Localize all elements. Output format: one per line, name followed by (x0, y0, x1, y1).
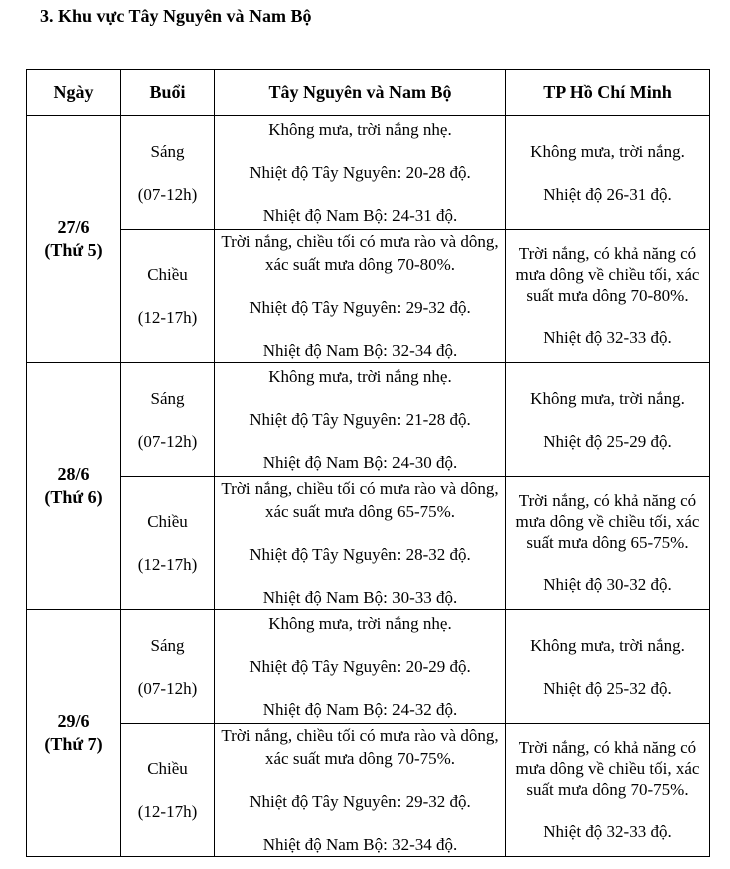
forecast-text: Nhiệt độ Nam Bộ: 30-33 độ. (262, 588, 458, 607)
session-label: Chiều (147, 512, 188, 531)
session-hours: (07-12h) (137, 678, 198, 698)
session-label: Chiều (147, 265, 188, 284)
forecast-text: Nhiệt độ 25-29 độ. (543, 431, 672, 451)
table-row (27, 724, 710, 857)
day-weekday: (Thứ 5) (44, 240, 103, 260)
forecast-text: Trời nắng, chiều tối có mưa rào và dông, xác suất mưa dông 70-75%. (221, 726, 499, 768)
forecast-text: Không mưa, trời nắng. (530, 635, 685, 655)
column-header-city: TP Hồ Chí Minh (506, 70, 710, 116)
forecast-text: Nhiệt độ Tây Nguyên: 20-28 độ. (249, 163, 471, 182)
session-hours: (12-17h) (137, 802, 198, 821)
forecast-text: Nhiệt độ Nam Bộ: 24-32 độ. (262, 700, 458, 719)
forecast-text: Nhiệt độ Tây Nguyên: 21-28 độ. (249, 410, 471, 429)
session-cell (121, 230, 215, 363)
forecast-text: Nhiệt độ 30-32 độ. (543, 575, 672, 594)
table-row (27, 363, 710, 477)
column-header-region: Tây Nguyên và Nam Bộ (215, 70, 506, 116)
forecast-text: Trời nắng, có khả năng có mưa dông về chiều tối, xác suất mưa dông 70-80%. (515, 244, 700, 305)
table-row (27, 610, 710, 724)
day-date: 28/6 (57, 464, 90, 484)
column-header-session: Buổi (121, 70, 215, 116)
section-heading: 3. Khu vực Tây Nguyên và Nam Bộ (40, 6, 312, 26)
region-forecast-cell (215, 477, 506, 610)
forecast-text: Không mưa, trời nắng nhẹ. (268, 120, 452, 139)
session-cell (121, 116, 215, 230)
city-forecast-cell (506, 477, 710, 610)
city-forecast-cell (506, 230, 710, 363)
forecast-text: Nhiệt độ Nam Bộ: 24-30 độ. (262, 453, 458, 472)
session-label: Sáng (150, 635, 185, 655)
session-label: Sáng (150, 141, 185, 161)
forecast-text: Không mưa, trời nắng nhẹ. (268, 367, 452, 386)
session-cell (121, 363, 215, 477)
forecast-text: Không mưa, trời nắng nhẹ. (268, 614, 452, 633)
forecast-text: Không mưa, trời nắng. (530, 141, 685, 161)
forecast-text: Nhiệt độ 25-32 độ. (543, 678, 672, 698)
forecast-table (26, 69, 710, 857)
day-date: 29/6 (57, 711, 90, 731)
session-hours: (07-12h) (137, 431, 198, 451)
day-cell (27, 363, 121, 610)
forecast-text: Nhiệt độ 26-31 độ. (543, 184, 672, 204)
forecast-text: Nhiệt độ Tây Nguyên: 29-32 độ. (249, 298, 471, 317)
city-forecast-cell (506, 116, 710, 230)
city-forecast-cell (506, 724, 710, 857)
region-forecast-cell (215, 724, 506, 857)
session-hours: (07-12h) (137, 184, 198, 204)
table-row (27, 116, 710, 230)
forecast-text: Nhiệt độ Nam Bộ: 24-31 độ. (262, 206, 458, 225)
session-label: Chiều (147, 759, 188, 778)
forecast-text: Trời nắng, chiều tối có mưa rào và dông, xác suất mưa dông 70-80%. (221, 232, 499, 274)
city-forecast-cell (506, 610, 710, 724)
day-weekday: (Thứ 7) (44, 734, 103, 754)
forecast-text: Nhiệt độ Nam Bộ: 32-34 độ. (262, 835, 458, 854)
day-cell (27, 610, 121, 857)
table-row (27, 477, 710, 610)
forecast-text: Trời nắng, có khả năng có mưa dông về chiều tối, xác suất mưa dông 70-75%. (515, 738, 700, 799)
table-row (27, 230, 710, 363)
forecast-text: Nhiệt độ Tây Nguyên: 28-32 độ. (249, 545, 471, 564)
day-cell (27, 116, 121, 363)
session-hours: (12-17h) (137, 555, 198, 574)
region-forecast-cell (215, 230, 506, 363)
city-forecast-cell (506, 363, 710, 477)
column-header-day: Ngày (27, 70, 121, 116)
region-forecast-cell (215, 116, 506, 230)
forecast-text: Nhiệt độ 32-33 độ. (543, 822, 672, 841)
day-date: 27/6 (57, 217, 90, 237)
session-cell (121, 724, 215, 857)
session-hours: (12-17h) (137, 308, 198, 327)
forecast-text: Nhiệt độ 32-33 độ. (543, 328, 672, 347)
session-label: Sáng (150, 388, 185, 408)
forecast-text: Nhiệt độ Nam Bộ: 32-34 độ. (262, 341, 458, 360)
table-header-row (27, 70, 710, 116)
forecast-text: Không mưa, trời nắng. (530, 388, 685, 408)
forecast-text: Nhiệt độ Tây Nguyên: 29-32 độ. (249, 792, 471, 811)
region-forecast-cell (215, 610, 506, 724)
session-cell (121, 610, 215, 724)
region-forecast-cell (215, 363, 506, 477)
forecast-text: Trời nắng, có khả năng có mưa dông về chiều tối, xác suất mưa dông 65-75%. (515, 491, 700, 552)
day-weekday: (Thứ 6) (44, 487, 103, 507)
forecast-text: Nhiệt độ Tây Nguyên: 20-29 độ. (249, 657, 471, 676)
forecast-text: Trời nắng, chiều tối có mưa rào và dông, xác suất mưa dông 65-75%. (221, 479, 499, 521)
session-cell (121, 477, 215, 610)
